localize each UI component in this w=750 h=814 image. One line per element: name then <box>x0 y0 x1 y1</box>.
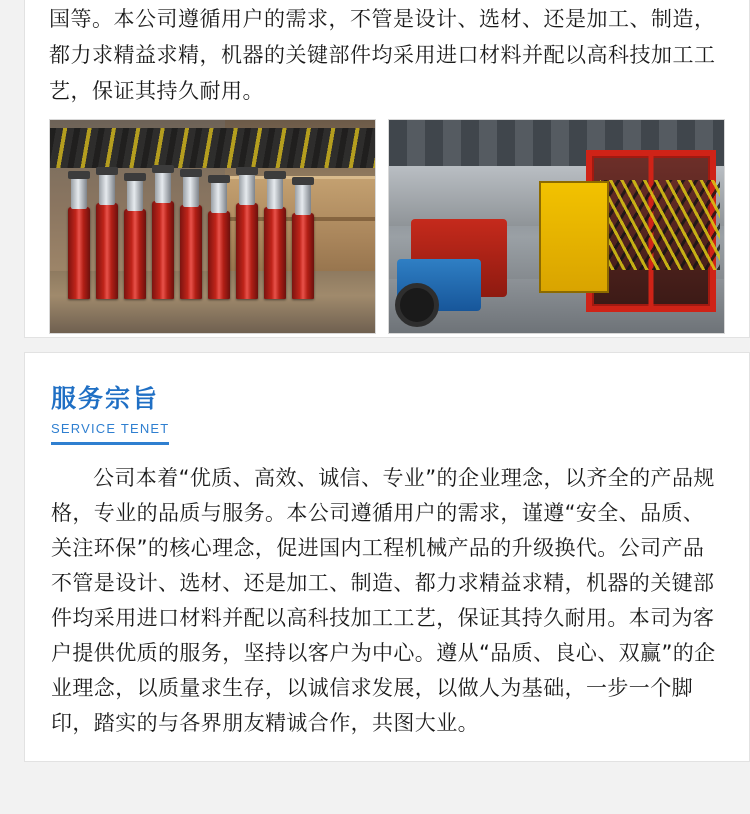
photo-b-hose-coils <box>600 180 720 270</box>
product-photo-row <box>25 109 749 338</box>
page-bottom-spacer <box>0 764 750 814</box>
product-intro-text: 国等。本公司遵循用户的需求，不管是设计、选材、还是加工、制造，都力求精益求精，机器的关键部件均采用进口材料并配以高科技加工工艺，保证其持久耐用。 <box>49 7 716 103</box>
photo-a-cylinder <box>208 211 230 299</box>
photo-hydraulic-cylinders-on-pallet <box>49 119 376 334</box>
service-tenet-card <box>24 352 750 762</box>
service-tenet-subtitle: SERVICE TENET <box>51 421 170 436</box>
photo-a-cylinder <box>152 201 174 299</box>
service-tenet-body: 公司本着“优质、高效、诚信、专业”的企业理念，以齐全的产品规格，专业的品质与服务。本公司遵循用户的需求，谨遵“安全、品质、关注环保”的核心理念，促进国内工程机械产品的升级换代。公司产品不管是设计、选材、还是加工、制造、都力求精益求精，机器的关键部件均采用进口材料并配以高科技加工工艺，保证其持久耐用。本司为客户提供优质的服务，坚持以客户为中心。遵从“品质、良心、双赢”的企业理念，以质量求生存，以诚信求发展，以做人为基础，一步一个脚印，踏实的与各界朋友精诚合作，共图大业。 <box>51 466 716 735</box>
photo-a-cylinder <box>124 209 146 299</box>
product-intro-card <box>24 0 750 338</box>
photo-b-wheel <box>395 283 439 327</box>
photo-b-yellow-tank <box>539 181 609 293</box>
photo-diesel-pump-and-red-cage-machine <box>388 119 725 334</box>
photo-a-cylinder <box>236 203 258 299</box>
photo-a-cylinder <box>68 207 90 299</box>
photo-a-cylinder <box>96 203 118 299</box>
photo-a-hose-bundle <box>50 128 375 168</box>
service-tenet-underline <box>51 442 169 445</box>
photo-a-cylinder <box>292 213 314 299</box>
photo-a-cylinder <box>264 207 286 299</box>
photo-a-cylinder <box>180 205 202 299</box>
service-tenet-title: 服务宗旨 <box>51 384 160 413</box>
